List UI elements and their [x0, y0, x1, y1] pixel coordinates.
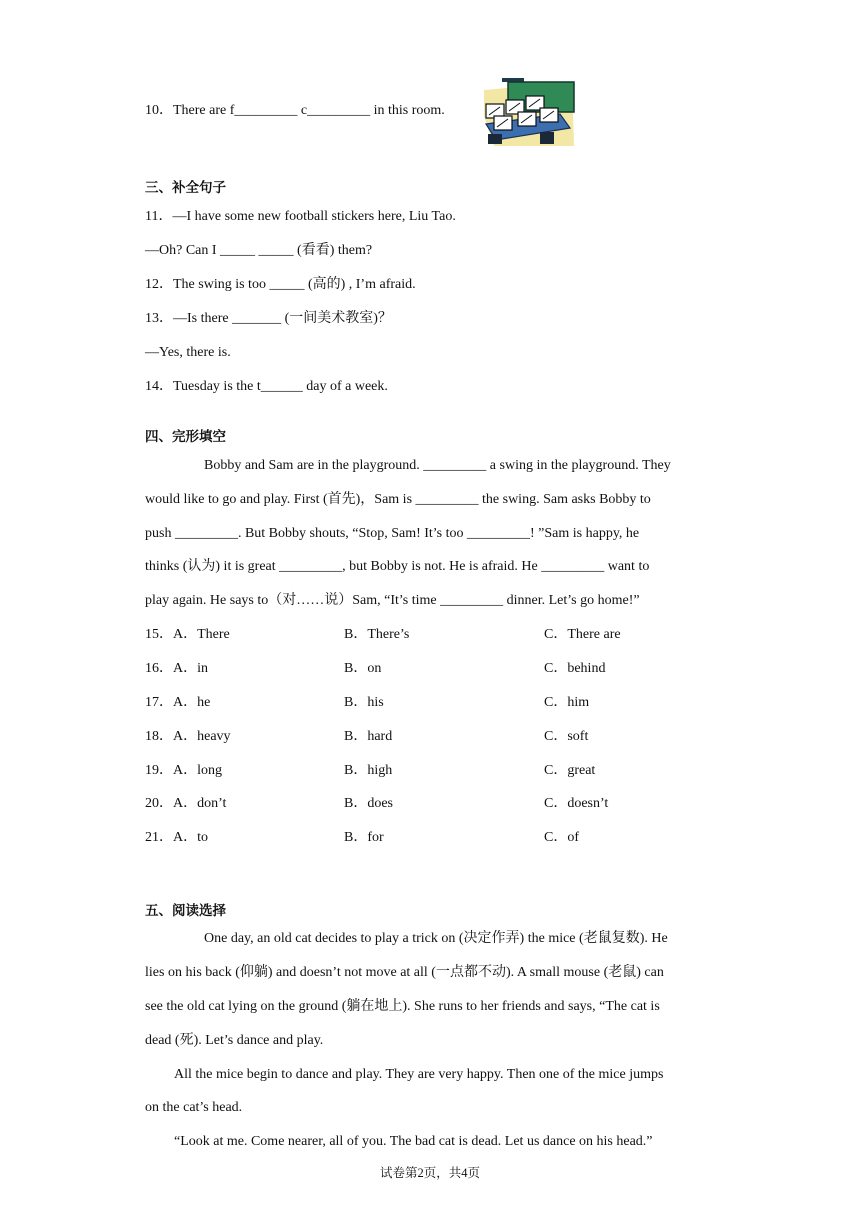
section-5-heading: 五、阅读选择: [145, 903, 226, 919]
option-c: C．There are: [544, 627, 621, 642]
option-a: 15．A．There: [145, 627, 230, 642]
reading-passage-line: on the cat’s head.: [145, 1100, 243, 1115]
sentence-line: 12．The swing is too _____ (高的) , I’m afraid.: [145, 277, 416, 292]
option-a: 16．A．in: [145, 661, 208, 676]
cloze-passage-line: play again. He says to（对……说）Sam, “It’s time _________ dinner. Let’s go home!”: [145, 593, 640, 608]
reading-passage-line: lies on his back (仰躺) and doesn’t not move at all (一点都不动). A small mouse (老鼠) can: [145, 965, 664, 980]
sentence-line: 13．—Is there _______ (一间美术教室)？: [145, 311, 392, 326]
option-c: C．behind: [544, 661, 606, 676]
option-a: 20．A．don’t: [145, 796, 227, 811]
reading-passage-line: dead (死). Let’s dance and play.: [145, 1033, 324, 1048]
cloze-passage-line: would like to go and play. First (首先)，Sam is _________ the swing. Sam asks Bobby to: [145, 492, 651, 507]
sentence-line: 11．—I have some new football stickers here, Liu Tao.: [145, 209, 456, 224]
option-c: C．of: [544, 830, 579, 845]
option-b: B．on: [344, 661, 382, 676]
reading-passage-line: One day, an old cat decides to play a trick on (决定作弄) the mice (老鼠复数). He: [204, 931, 668, 946]
option-b: B．hard: [344, 729, 393, 744]
option-c: C．soft: [544, 729, 589, 744]
option-c: C．him: [544, 695, 590, 710]
cloze-passage-line: push _________. But Bobby shouts, “Stop, Sam! It’s too _________! ”Sam is happy, he: [145, 526, 640, 541]
option-c: C．great: [544, 763, 596, 778]
option-b: B．high: [344, 763, 393, 778]
page-footer: 试卷第2页，共4页: [379, 1166, 480, 1180]
option-c: C．doesn’t: [544, 796, 609, 811]
reading-passage-line: see the old cat lying on the ground (躺在地上). She runs to her friends and says, “The cat is: [145, 999, 660, 1014]
option-a: 17．A．he: [145, 695, 211, 710]
classroom-computers-picture: [480, 76, 576, 148]
option-b: B．There’s: [344, 627, 410, 642]
option-b: B．his: [344, 695, 384, 710]
section-4-heading: 四、完形填空: [145, 429, 226, 445]
question-10: 10．There are f_________ c_________ in this room.: [145, 103, 445, 118]
option-b: B．does: [344, 796, 393, 811]
sentence-line: —Yes, there is.: [145, 345, 231, 360]
sentence-line: 14．Tuesday is the t______ day of a week.: [145, 379, 388, 394]
section-3-heading: 三、补全句子: [145, 180, 226, 196]
sentence-line: —Oh? Can I _____ _____ (看看) them?: [145, 243, 373, 258]
reading-passage-line: All the mice begin to dance and play. They are very happy. Then one of the mice jumps: [174, 1067, 664, 1082]
option-a: 21．A．to: [145, 830, 208, 845]
option-a: 19．A．long: [145, 763, 222, 778]
cloze-passage-line: thinks (认为) it is great _________, but Bobby is not. He is afraid. He _________ want to: [145, 559, 650, 574]
reading-passage-line: “Look at me. Come nearer, all of you. The bad cat is dead. Let us dance on his head.”: [174, 1134, 653, 1149]
option-a: 18．A．heavy: [145, 729, 231, 744]
option-b: B．for: [344, 830, 384, 845]
cloze-passage-line: Bobby and Sam are in the playground. _________ a swing in the playground. They: [204, 458, 671, 473]
